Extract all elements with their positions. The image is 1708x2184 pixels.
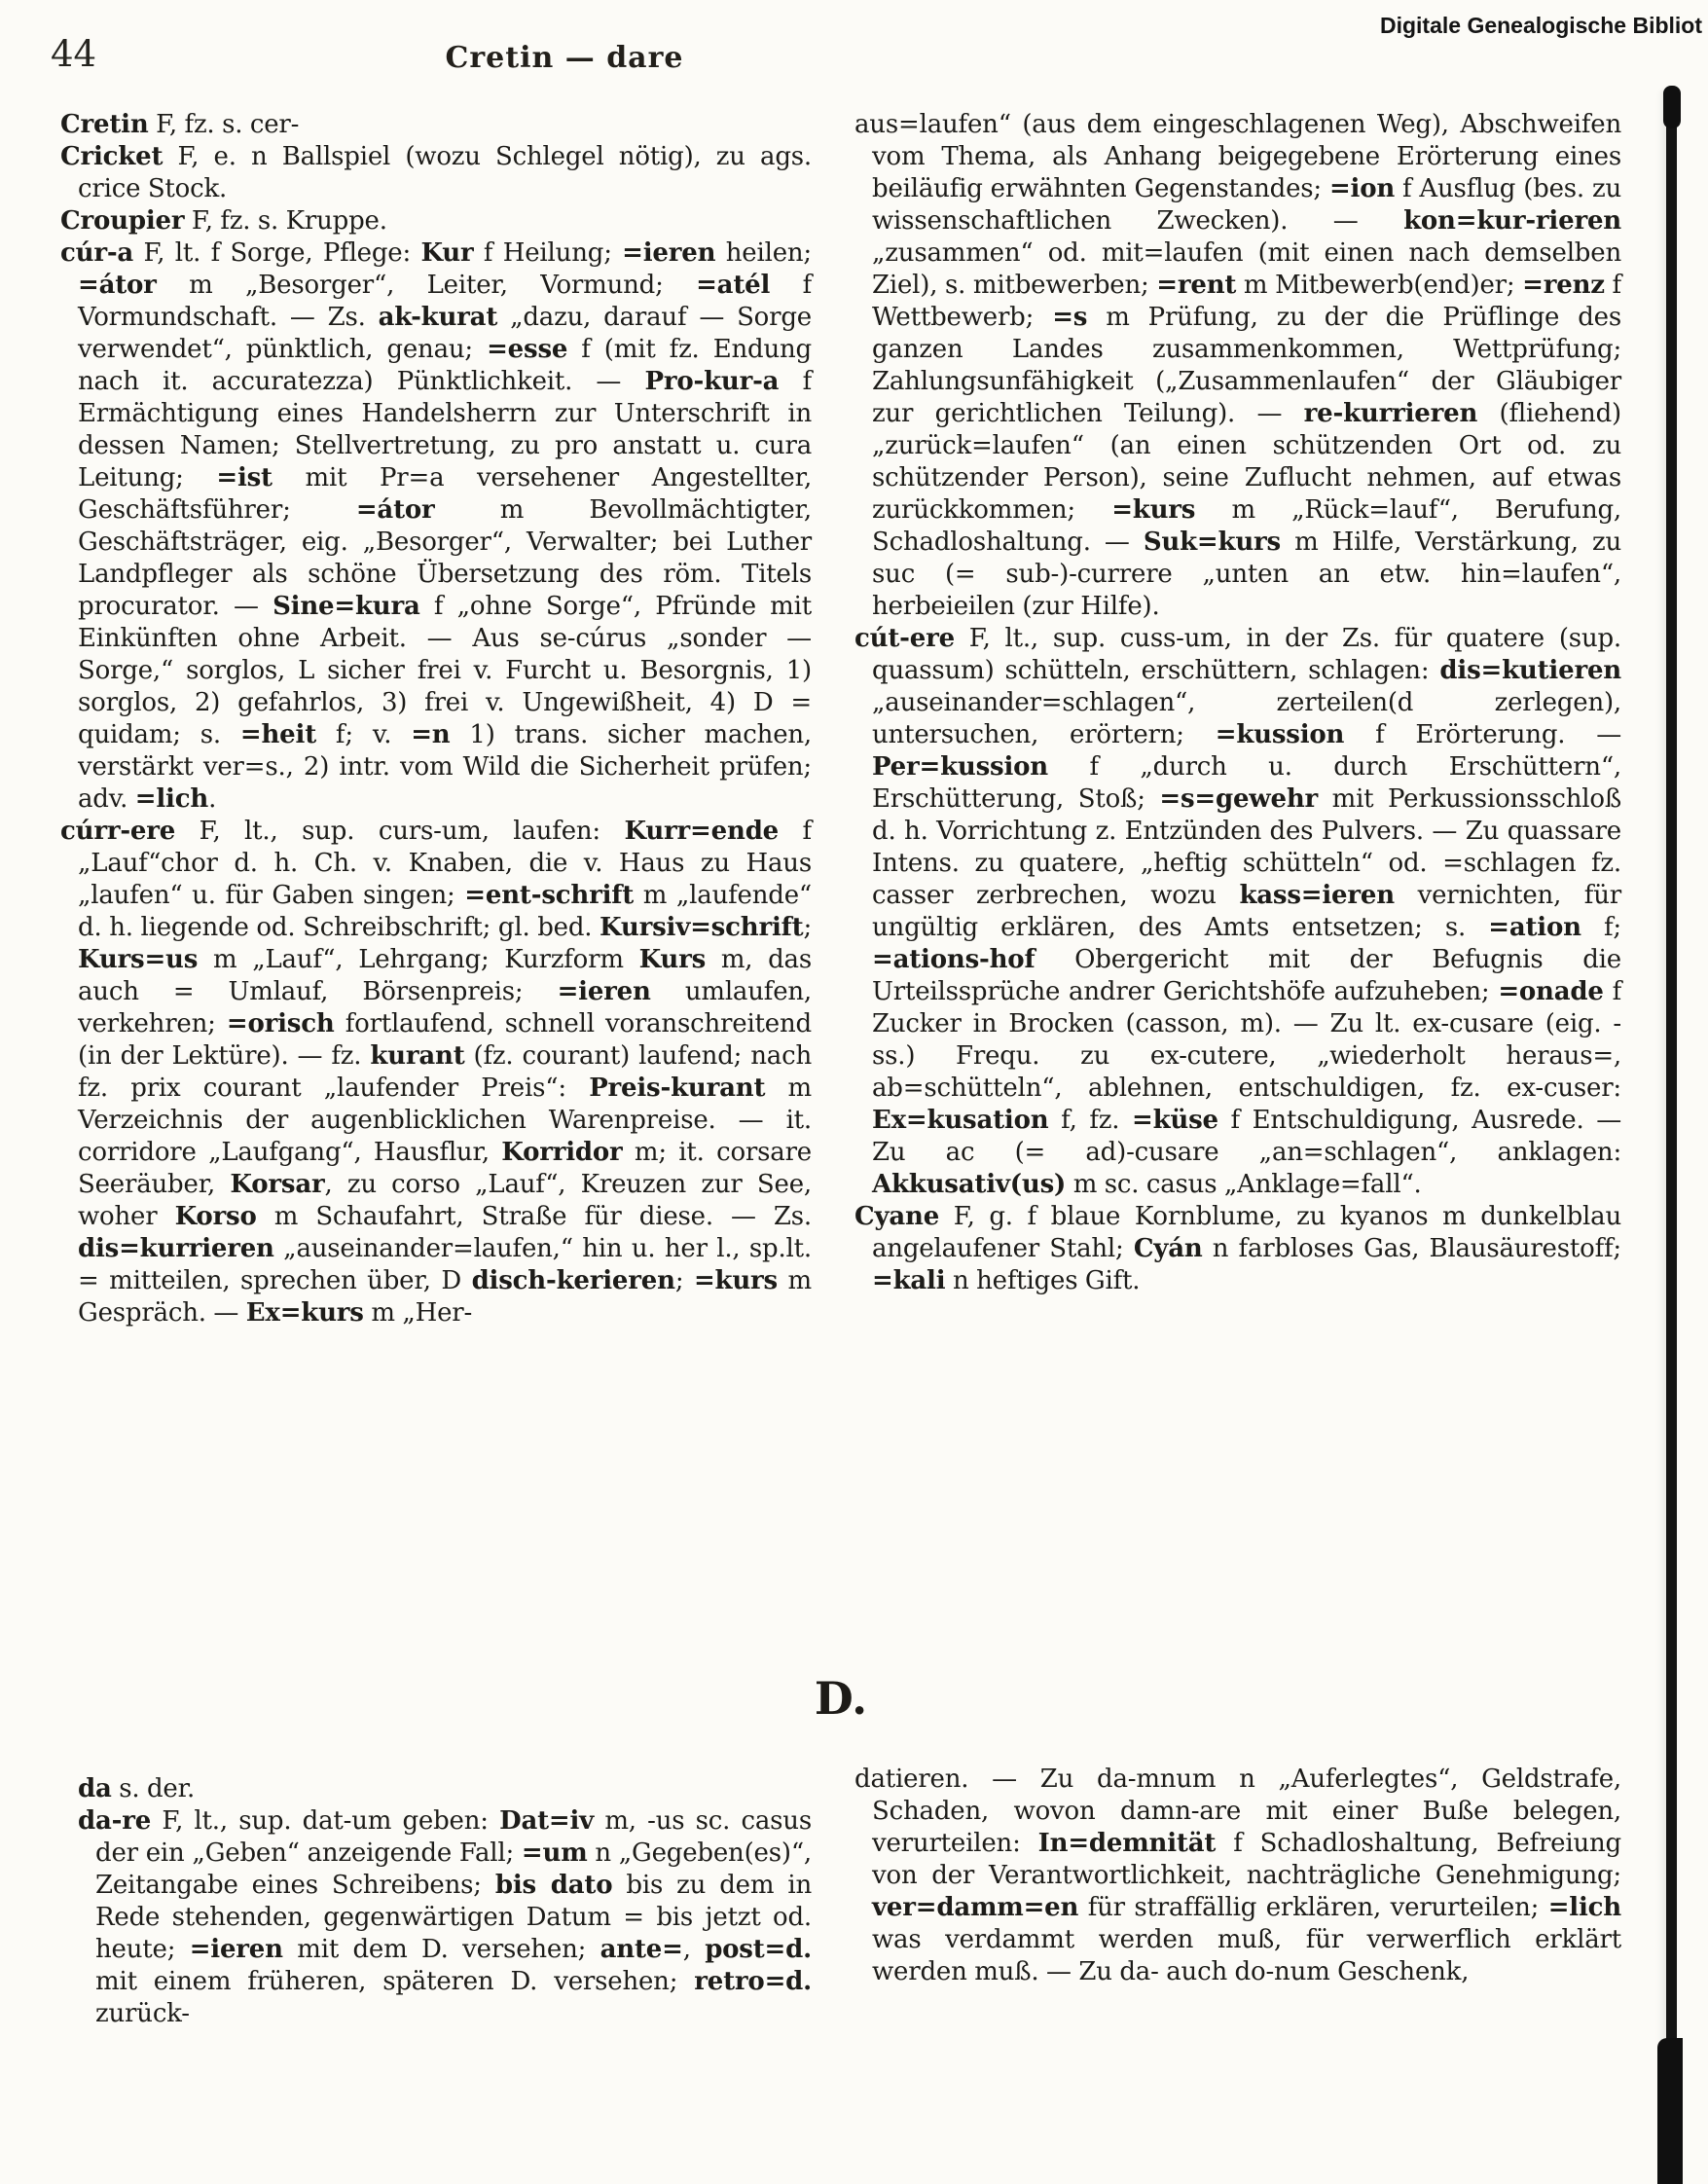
scan-edge-artifact-top xyxy=(1663,86,1681,128)
dictionary-entry: cút-ere F, lt., sup. cuss-um, in der Zs. für quatere (sup. quassum) schütteln, erschüttern, schlagen: dis=kutieren „auseinander=schlagen“, zerteilen(d zerlegen), untersuchen, erörtern; =kussion f Erörterung. — Per=kussion f „durch u. durch Erschüttern“, Erschütterung, Stoß; =s=gewehr mit Perkussionsschloß d. h. Vorrichtung z. Entzünden des Pulvers. — Zu quassare Intens. zu quatere, „heftig schütteln“ od. =schlagen fz. casser zerbrechen, wozu kass=ieren vernichten, für ungültig erklären, des Amts entsetzen; s. =ation f; =ations-hof Obergericht mit der Befugnis die Urteilssprüche andrer Gerichtshöfe aufzuheben; =onade f Zucker in Brocken (casson, m). — Zu lt. ex-cusare (eig. -ss.) Frequ. zu ex-cutere, „wiederholt heraus=, ab=schütteln“, ablehnen, entschuldigen, fz. ex-cuser: Ex=kusation f, fz. =küse f Entschuldigung, Ausrede. — Zu ac (= ad)-cusare „an=schlagen“, anklagen: Akkusativ(us) m sc. casus „Anklage=fall“. xyxy=(854,624,1622,1199)
dictionary-entry: aus=laufen“ (aus dem eingeschlagenen Weg), Abschweifen vom Thema, als Anhang beigegebene Erörterung eines beiläufig erwähnten Gegenstandes; =ion f Ausflug (bes. zu wissenschaftlichen Zwecken). — kon=kur-rieren „zusammen“ od. mit=laufen (mit einen nach demselben Ziel), s. mitbewerben; =rent m Mitbewerb(end)er; =renz f Wettbewerb; =s m Prüfung, zu der die Prüflinge des ganzen Landes zusammenkommen, Wettprüfung; Zahlungsunfähigkeit („Zusammenlaufen“ der Gläubiger zur gerichtlichen Teilung). — re-kurrieren (fliehend) „zurück=laufen“ (an einen schützenden Ort od. zu schützender Person), seine Zuflucht nehmen, auf etwas zurückkommen; =kurs m „Rück=lauf“, Berufung, Schadloshaltung. — Suk=kurs m Hilfe, Verstärkung, zu suc (= sub-)-currere „unten an etw. hin=laufen“, herbeieilen (zur Hilfe). xyxy=(854,110,1621,621)
dictionary-entry: cúr-a F, lt. f Sorge, Pflege: Kur f Heilung; =ieren heilen; =átor m „Besorger“, Leiter, Vormund; =atél f Vormundschaft. — Zs. ak-kurat „dazu, darauf — Sorge verwendet“, pünktlich, genau; =esse f (mit fz. Endung nach it. accuratezza) Pünktlichkeit. — Pro-kur-a f Ermächtigung eines Handelsherrn zur Unterschrift in dessen Namen; Stellvertretung, zu pro anstatt u. cura Leitung; =ist mit Pr=a versehener Angestellter, Geschäftsführer; =átor m Bevollmächtigter, Geschäftsträger, eig. „Besorger“, Verwalter; bei Luther Landpfleger als schöne Übersetzung des röm. Titels procurator. — Sine=kura f „ohne Sorge“, Pfründe mit Einkünften ohne Arbeit. — Aus se-cúrus „sonder — Sorge,“ sorglos, L sicher frei v. Furcht u. Besorgnis, 1) sorglos, 2) gefahrlos, 3) frei v. Ungewißheit, 4) D = quidam; s. =heit f; v. =n 1) trans. sicher machen, verstärkt ver=s., 2) intr. vom Wild die Sicherheit prüfen; adv. =lich. xyxy=(60,238,813,814)
dictionary-entry: da s. der. xyxy=(78,1774,196,1803)
running-head: Cretin — dare xyxy=(445,41,684,75)
dictionary-entry: Cretin F, fz. s. cer- xyxy=(60,110,300,139)
dictionary-entry: Cyane F, g. f blaue Kornblume, zu kyanos m dunkelblau angelaufener Stahl; Cyán n farbloses Gas, Blausäurestoff; =kali n heftiges Gift. xyxy=(854,1202,1621,1295)
dictionary-entry: Cricket F, e. n Ballspiel (wozu Schlegel nötig), zu ags. crice Stock. xyxy=(60,142,812,203)
dictionary-entry: Croupier F, fz. s. Kruppe. xyxy=(60,206,387,236)
scan-edge-artifact-bottom xyxy=(1657,2038,1683,2184)
right-column-bottom xyxy=(854,1764,1621,1988)
left-column-bottom xyxy=(78,1773,812,2030)
scan-edge-artifact xyxy=(1666,90,1677,2184)
section-divider-letter: D. xyxy=(814,1672,868,1725)
dictionary-entry: cúrr-ere F, lt., sup. curs-um, laufen: Kurr=ende f „Lauf“chor d. h. Ch. v. Knaben, die v. Haus zu Haus „laufen“ u. für Gaben singen; =ent-schrift m „laufende“ d. h. liegende od. Schreibschrift; gl. bed. Kursiv=schrift; Kurs=us m „Lauf“, Lehrgang; Kurzform Kurs m, das auch = Umlauf, Börsenpreis; =ieren umlaufen, verkehren; =orisch fortlaufend, schnell voranschreitend (in der Lektüre). — fz. kurant (fz. courant) laufend; nach fz. prix courant „laufender Preis“: Preis-kurant m Verzeichnis der augenblicklichen Warenpreise. — it. corridore „Laufgang“, Hausflur, Korridor m; it. corsare Seeräuber, Korsar, zu corso „Lauf“, Kreuzen zur See, woher Korso m Schaufahrt, Straße für diese. — Zs. dis=kurrieren „auseinander=laufen,“ hin u. her l., sp.lt. = mitteilen, sprechen über, D disch-kerieren; =kurs m Gespräch. — Ex=kurs m „Her- xyxy=(60,817,812,1328)
right-column-top xyxy=(854,109,1621,1297)
page-number: 44 xyxy=(51,33,97,75)
watermark-text: Digitale Genealogische Bibliot xyxy=(1379,13,1702,38)
left-column-top xyxy=(60,109,812,1329)
dictionary-entry: da-re F, lt., sup. dat-um geben: Dat=iv m, -us sc. casus der ein „Geben“ anzeigende Fall; =um n „Gegeben(es)“, Zeitangabe eines Schreibens; bis dato bis zu dem in Rede stehenden, gegenwärtigen Datum = bis jetzt od. heute; =ieren mit dem D. versehen; ante=, post=d. mit einem früheren, späteren D. versehen; retro=d. zurück- xyxy=(78,1806,812,2028)
dictionary-entry: datieren. — Zu da-mnum n „Auferlegtes“, Geldstrafe, Schaden, wovon damn-are mit einer Buße belegen, verurteilen: In=demnität f Schadloshaltung, Befreiung von der Verantwortlichkeit, nachträgliche Genehmigung; ver=damm=en für straffällig erklären, verurteilen; =lich was verdammt werden muß, für verwerflich erklärt werden muß. — Zu da- auch do-num Geschenk, xyxy=(854,1765,1622,1986)
